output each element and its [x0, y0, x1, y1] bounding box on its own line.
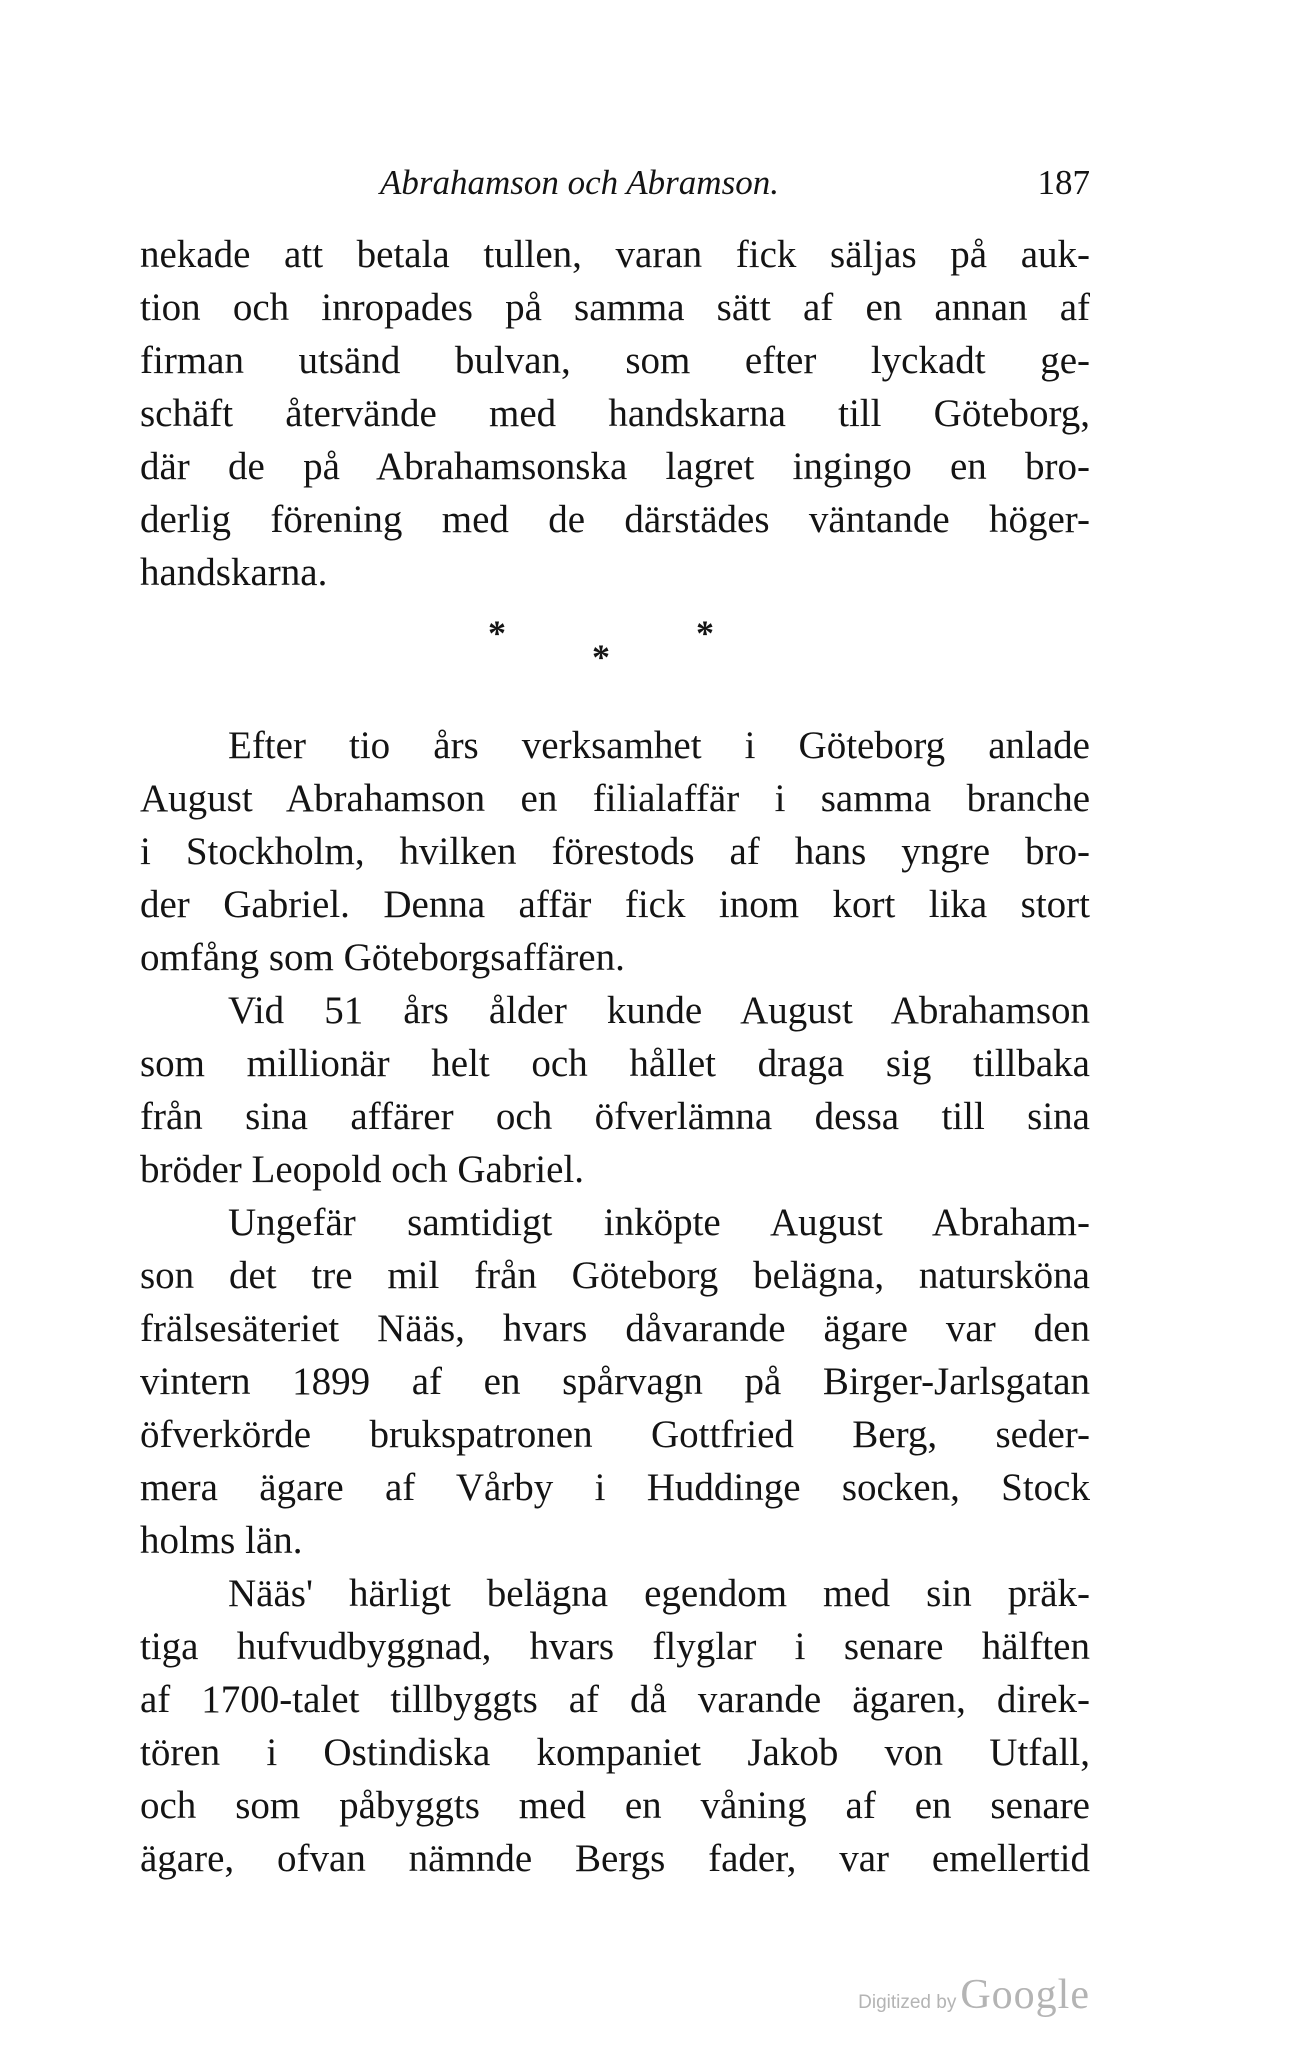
text-line: öfverkörde brukspatronen Gottfried Berg, seder- — [140, 1413, 1090, 1456]
text-line: från sina affärer och öfverlämna dessa till sina — [140, 1095, 1090, 1138]
text-line: Nääs' härligt belägna egendom med sin präk- — [228, 1572, 1090, 1615]
text-line: mera ägare af Vårby i Huddinge socken, Stock — [140, 1466, 1090, 1509]
watermark-brand: Google — [960, 1972, 1090, 2018]
paragraph — [140, 719, 1090, 984]
paragraph — [140, 1196, 1090, 1567]
running-title: Abrahamson och Abramson. — [380, 163, 779, 202]
text-line: där de på Abrahamsonska lagret ingingo en bro- — [140, 445, 1090, 488]
text-line: holms län. — [140, 1519, 303, 1562]
digitized-by-watermark — [858, 1971, 1090, 2019]
text-line: Ungefär samtidigt inköpte August Abraham- — [228, 1201, 1090, 1244]
text-line: schäft återvände med handskarna till Göteborg, — [140, 392, 1090, 435]
text-line: ägare, ofvan nämnde Bergs fader, var emellertid — [140, 1837, 1090, 1880]
text-line: derlig förening med de därstädes väntande höger- — [140, 498, 1090, 541]
text-line: tiga hufvudbyggnad, hvars flyglar i senare hälften — [140, 1625, 1090, 1668]
text-line: Efter tio års verksamhet i Göteborg anlade — [228, 724, 1090, 767]
asterisk: * — [592, 637, 610, 677]
text-line: tion och inropades på samma sätt af en annan af — [140, 286, 1090, 329]
text-line: som millionär helt och hållet draga sig tillbaka — [140, 1042, 1090, 1085]
asterisk: * — [488, 613, 506, 653]
text-line: nekade att betala tullen, varan fick säljas på auk- — [140, 233, 1090, 276]
text-line: frälsesäteriet Nääs, hvars dåvarande ägare var den — [140, 1307, 1090, 1350]
text-line: vintern 1899 af en spårvagn på Birger-Jarlsgatan — [140, 1360, 1090, 1403]
paragraph — [140, 1567, 1090, 1885]
paragraph — [140, 228, 1090, 599]
text-line: i Stockholm, hvilken förestods af hans yngre bro- — [140, 830, 1090, 873]
page-header — [140, 158, 1090, 208]
text-line: Vid 51 års ålder kunde August Abrahamson — [228, 989, 1090, 1032]
text-line: son det tre mil från Göteborg belägna, natursköna — [140, 1254, 1090, 1297]
text-line: firman utsänd bulvan, som efter lyckadt ge- — [140, 339, 1090, 382]
text-line: handskarna. — [140, 551, 328, 594]
text-line: bröder Leopold och Gabriel. — [140, 1148, 585, 1191]
text-line: och som påbyggts med en våning af en senare — [140, 1784, 1090, 1827]
section-break-asterism — [140, 615, 1090, 715]
body-text — [140, 228, 1090, 1885]
page-number: 187 — [1037, 163, 1090, 202]
watermark-prefix: Digitized by — [858, 1992, 957, 2013]
asterisk: * — [696, 613, 714, 653]
text-line: tören i Ostindiska kompaniet Jakob von Utfall, — [140, 1731, 1090, 1774]
text-line: omfång som Göteborgsaffären. — [140, 936, 625, 979]
text-line: August Abrahamson en filialaffär i samma branche — [140, 777, 1090, 820]
text-line: af 1700-talet tillbyggts af då varande ägaren, direk- — [140, 1678, 1090, 1721]
text-line: der Gabriel. Denna affär fick inom kort lika stort — [140, 883, 1090, 926]
paragraph — [140, 984, 1090, 1196]
